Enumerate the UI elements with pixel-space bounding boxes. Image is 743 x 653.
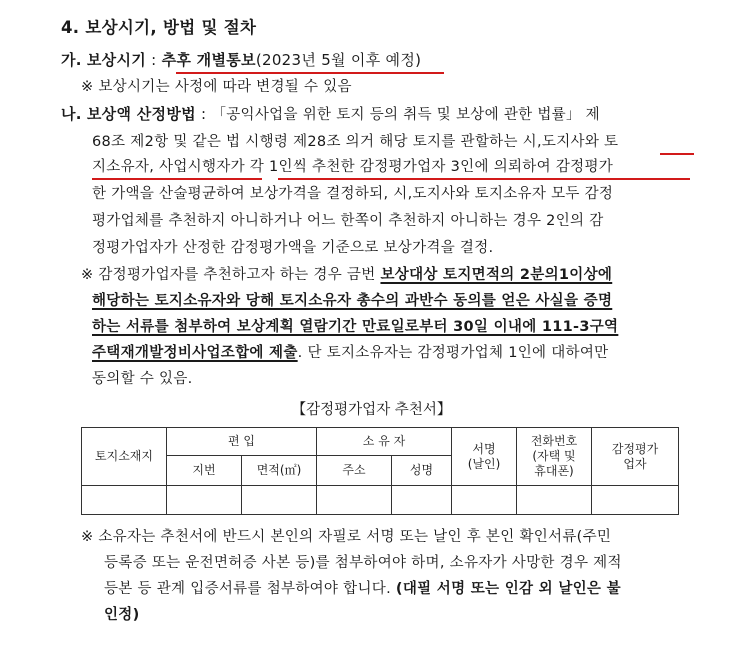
owner-note-line-1 xyxy=(81,527,611,547)
appraiser-note-line-2 xyxy=(92,291,612,311)
input-phone[interactable] xyxy=(517,486,592,515)
header-parcel: 편 입 xyxy=(167,428,317,456)
appraiser-note-emphasis: 주택재개발정비사업조합에 제출 xyxy=(92,345,298,361)
compensation-method-label: 보상액 산정방법 xyxy=(86,105,196,123)
method-line-5: 평가업체를 추천하지 아니하거나 어느 한쪽이 추천하지 아니하는 경우 2인의 감 xyxy=(92,213,604,229)
section-heading: 4. 보상시기, 방법 및 절차 xyxy=(61,18,257,37)
appraiser-note-line-4 xyxy=(92,343,608,363)
separator: : xyxy=(201,105,207,123)
method-line-3: 지소유자, 사업시행자가 각 1인씩 추천한 감정평가업자 3인에 의뢰하여 감정평가 xyxy=(92,159,614,175)
header-area: 면적(㎡) xyxy=(242,456,317,486)
note-mark: ※ xyxy=(81,79,94,95)
input-area[interactable] xyxy=(242,486,317,515)
header-phone-line-3: 휴대폰) xyxy=(534,464,574,478)
appraiser-note-emphasis: 해당하는 토지소유자와 당해 토지소유자 총수의 과반수 동의를 얻은 사실을 증명 xyxy=(92,293,613,309)
input-name[interactable] xyxy=(392,486,452,515)
red-underline-method-c xyxy=(278,178,690,180)
owner-note-emphasis: 인정) xyxy=(104,607,140,623)
red-underline-timing xyxy=(176,72,444,74)
red-underline-method-b xyxy=(92,178,262,180)
owner-note-plain: 등본 등 관계 입증서류를 첨부하여야 합니다. xyxy=(104,581,396,597)
appraiser-note-plain: . 단 토지소유자는 감정평가업체 1인에 대하여만 xyxy=(297,345,609,361)
compensation-method-line xyxy=(61,104,600,125)
header-address: 주소 xyxy=(317,456,392,486)
header-appraiser-line-2: 업자 xyxy=(623,456,647,471)
appraiser-note-emphasis: 하는 서류를 첨부하여 보상계획 열람기간 만료일로부터 30일 이내에 111-3구역 xyxy=(92,319,619,335)
header-appraiser xyxy=(592,428,679,486)
form-title: 【감정평가업자 추천서】 xyxy=(291,402,452,418)
method-line-2: 68조 제2항 및 같은 법 시행령 제28조 의거 해당 토지를 관할하는 시,도지사와 토 xyxy=(92,134,619,150)
header-lot-number: 지번 xyxy=(167,456,242,486)
input-signature[interactable] xyxy=(452,486,517,515)
owner-note-text: 소유자는 추천서에 반드시 본인의 자필로 서명 또는 날인 후 본인 확인서류(주민 xyxy=(98,529,612,545)
header-phone-line-1: 전화번호 xyxy=(530,434,578,448)
item-marker-na: 나. xyxy=(61,105,82,123)
appraiser-note-emphasis: 보상대상 토지면적의 2분의1이상에 xyxy=(380,267,613,283)
header-phone-line-2: (자택 및 xyxy=(532,449,576,463)
input-land-location[interactable] xyxy=(82,486,167,515)
compensation-timing-schedule: (2023년 5월 이후 예정) xyxy=(255,51,422,69)
owner-note-emphasis: (대필 서명 또는 인감 외 날인은 불 xyxy=(395,581,621,597)
input-address[interactable] xyxy=(317,486,392,515)
header-signature xyxy=(452,428,517,486)
owner-note-line-3 xyxy=(104,579,621,599)
header-name: 성명 xyxy=(392,456,452,486)
header-signature-line-1: 서명 xyxy=(472,441,496,456)
owner-note-line-4 xyxy=(104,605,140,625)
separator: : xyxy=(151,51,157,69)
input-lot-number[interactable] xyxy=(167,486,242,515)
appraiser-note-line-5: 동의할 수 있음. xyxy=(92,371,193,387)
header-land-location: 토지소재지 xyxy=(82,428,167,486)
red-underline-method-a xyxy=(660,153,694,155)
note-timing-change xyxy=(81,77,352,97)
header-phone xyxy=(517,428,592,486)
header-owner: 소 유 자 xyxy=(317,428,452,456)
note-text: 보상시기는 사정에 따라 변경될 수 있음 xyxy=(98,79,352,95)
appraiser-recommendation-form xyxy=(81,427,679,515)
note-mark: ※ xyxy=(81,267,94,283)
note-mark: ※ xyxy=(81,529,94,545)
compensation-timing-line xyxy=(61,50,421,70)
appraiser-note-line-3 xyxy=(92,317,618,337)
compensation-timing-label: 보상시기 xyxy=(86,51,147,69)
appraiser-note-plain: 감정평가업자를 추천하고자 하는 경우 금번 xyxy=(98,267,381,283)
header-appraiser-line-1: 감정평가 xyxy=(611,441,659,456)
method-line-4: 한 가액을 산술평균하여 보상가격을 결정하되, 시,도지사와 토지소유자 모두 감정 xyxy=(92,186,614,202)
appraiser-note-line-1 xyxy=(81,265,612,285)
input-appraiser[interactable] xyxy=(592,486,679,515)
header-signature-line-2: (날인) xyxy=(467,456,501,471)
method-line-1: 「공익사업을 위한 토지 등의 취득 및 보상에 관한 법률」 제 xyxy=(211,107,600,123)
item-marker-ga: 가. xyxy=(61,51,82,69)
owner-note-line-2: 등록증 또는 운전면허증 사본 등)를 첨부하여야 하며, 소유자가 사망한 경우 제적 xyxy=(104,555,622,571)
method-line-6: 정평가업자가 산정한 감정평가액을 기준으로 보상가격을 결정. xyxy=(92,240,494,256)
compensation-timing-value: 추후 개별통보 xyxy=(161,51,256,69)
